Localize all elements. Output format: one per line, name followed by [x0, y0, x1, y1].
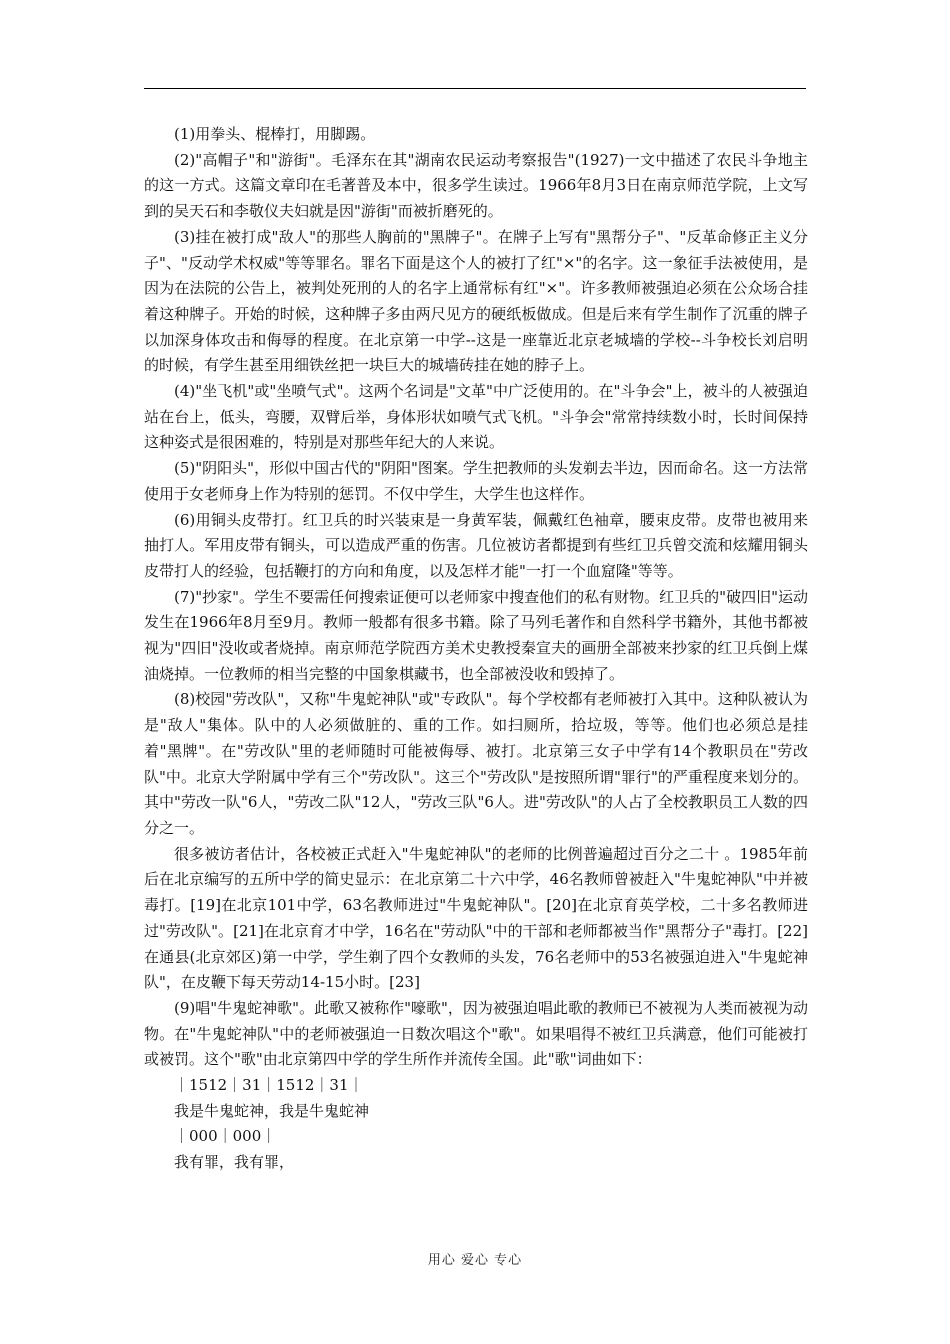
- song-line-2: 我是牛鬼蛇神，我是牛鬼蛇神: [174, 1101, 370, 1120]
- song-line-1: ｜1512｜31｜1512｜31｜: [174, 1076, 364, 1095]
- song-line-4: 我有罪，我有罪，: [174, 1153, 295, 1172]
- paragraph-7: (7)"抄家"。学生不要需任何搜索证便可以老师家中搜查他们的私有财物。红卫兵的"破四旧"运动发生在1966年8月至9月。教师一般都有很多书籍。除了马列毛著作和自然科学书籍外，其他书都被视为"四旧"没收或者烧掉。南京师范学院西方美术史教授秦宣夫的画册全部被来抄家的红卫兵倒上煤油烧掉。一位教师的相当完整的中国象棋藏书，也全部被没收和毁掉了。: [144, 587, 808, 683]
- paragraph-10: (9)唱"牛鬼蛇神歌"。此歌又被称作"嚎歌"，因为被强迫唱此歌的教师已不被视为人类而被视为动物。在"牛鬼蛇神队"中的老师被强迫一日数次唱这个"歌"。如果唱得不被红卫兵满意，他们可能被打或被罚。这个"歌"由北京第四中学的学生所作并流传全国。此"歌"词曲如下：: [144, 998, 808, 1069]
- paragraph-3: (3)挂在被打成"敌人"的那些人胸前的"黑牌子"。在牌子上写有"黑帮分子"、"反革命修正主义分子"、"反动学术权威"等等罪名。罪名下面是这个人的被打了红"×"的名字。这一象征手法被使用，是因为在法院的公告上，被判处死刑的人的名字上通常标有红"×"。许多教师被强迫必须在公众场合挂着这种牌子。开始的时候，这种牌子多由两尺见方的硬纸板做成。但是后来有学生制作了沉重的牌子以加深身体攻击和侮辱的程度。在北京第一中学--这是一座靠近北京老城墙的学校--斗争校长刘启明的时候，有学生甚至用细铁丝把一块巨大的城墙砖挂在她的脖子上。: [144, 227, 808, 375]
- paragraph-2: (2)"高帽子"和"游街"。毛泽东在其"湖南农民运动考察报告"(1927)一文中描述了农民斗争地主的这一方式。这篇文章印在毛著普及本中，很多学生读过。1966年8月3日在南京师范学院，上文写到的吴天石和李敬仪夫妇就是因"游街"而被折磨死的。: [144, 150, 808, 221]
- paragraph-5: (5)"阴阳头"，形似中国古代的"阴阳"图案。学生把教师的头发剃去半边，因而命名。这一方法常使用于女老师身上作为特别的惩罚。不仅中学生，大学生也这样作。: [144, 459, 808, 503]
- paragraph-9: 很多被访者估计，各校被正式赶入"牛鬼蛇神队"的老师的比例普遍超过百分之二十 。1985年前后在北京编写的五所中学的简史显示：在北京第二十六中学，46名教师曾被赶入"牛鬼蛇神队"中并被毒打。[19]在北京101中学，63名教师进过"牛鬼蛇神队"。[20]在北京育英学校，二十多名教师进过"劳改队"。[21]在北京育才中学，16名在"劳动队"中的干部和老师都被当作"黑帮分子"毒打。[22]在通县(北京郊区)第一中学，学生剃了四个女教师的头发，76名老师中的53名被强迫进入"牛鬼蛇神队"，在皮鞭下每天劳动14-15小时。[23]: [144, 844, 808, 992]
- body-text: [144, 122, 808, 1176]
- song-line-3: ｜000｜000｜: [174, 1127, 277, 1146]
- paragraph-1: (1)用拳头、棍棒打，用脚踢。: [174, 125, 376, 143]
- paragraph-6: (6)用铜头皮带打。红卫兵的时兴装束是一身黄军装，佩戴红色袖章，腰束皮带。皮带也被用来抽打人。军用皮带有铜头，可以造成严重的伤害。几位被访者都提到有些红卫兵曾交流和炫耀用铜头皮带打人的经验，包括鞭打的方向和角度，以及怎样才能"一打一个血窟隆"等等。: [144, 510, 808, 580]
- header-rule: [144, 88, 806, 89]
- paragraph-4: (4)"坐飞机"或"坐喷气式"。这两个名词是"文革"中广泛使用的。在"斗争会"上，被斗的人被强迫站在台上，低头，弯腰，双臂后举，身体形状如喷气式飞机。"斗争会"常常持续数小时，长时间保持这种姿式是很困难的，特别是对那些年纪大的人来说。: [144, 382, 808, 452]
- page-footer: 用心 爱心 专心: [427, 1253, 523, 1268]
- paragraph-8: (8)校园"劳改队"，又称"牛鬼蛇神队"或"专政队"。每个学校都有老师被打入其中。这种队被认为是"敌人"集体。队中的人必须做脏的、重的工作。如扫厕所，拾垃圾，等等。他们也必须总是挂着"黑牌"。在"劳改队"里的老师随时可能被侮辱、被打。北京第三女子中学有14个教职员在"劳改队"中。北京大学附属中学有三个"劳改队"。这三个"劳改队"是按照所谓"罪行"的严重程度来划分的。其中"劳改一队"6人，"劳改二队"12人，"劳改三队"6人。进"劳改队"的人占了全校教职员工人数的四分之一。: [144, 690, 808, 837]
